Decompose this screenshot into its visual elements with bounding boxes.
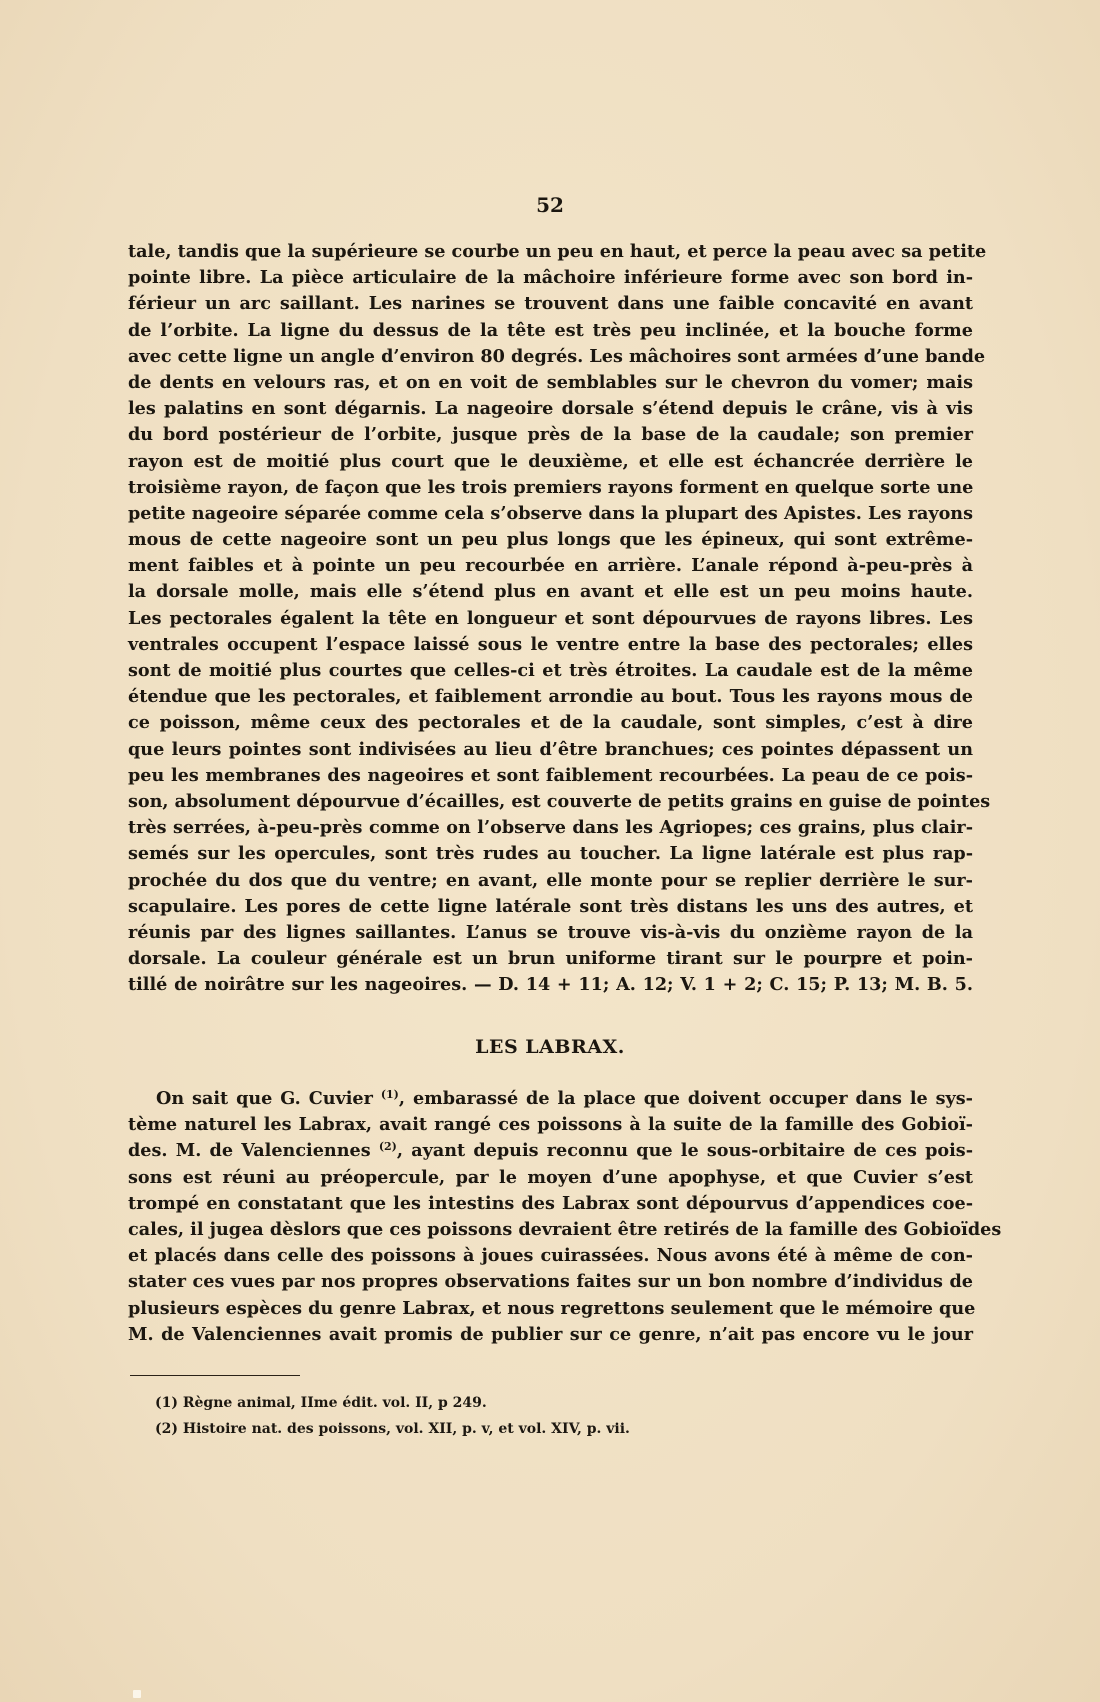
text-line: avec cette ligne un angle d’environ 80 degrés. Les mâchoires sont armées d’une bande [128, 345, 986, 367]
text-line: les palatins en sont dégarnis. La nageoire dorsale s’étend depuis le crâne, vis à vis [128, 398, 973, 420]
text-line: mous de cette nageoire sont un peu plus longs que les épineux, qui sont extrême- [128, 529, 973, 551]
text-line: de l’orbite. La ligne du dessus de la tête est très peu inclinée, et la bouche forme [128, 319, 973, 341]
section-heading: LES LABRAX. [475, 1036, 625, 1058]
text-line: plusieurs espèces du genre Labrax, et nous regrettons seulement que le mémoire que [128, 1297, 976, 1319]
text-line: son, absolument dépourvue d’écailles, est couverte de petits grains en guise de pointes [128, 790, 991, 812]
text-line: férieur un arc saillant. Les narines se trouvent dans une faible concavité en avant [128, 293, 973, 315]
text-line: troisième rayon, de façon que les trois premiers rayons forment en quelque sorte une [128, 476, 974, 498]
text-line: semés sur les opercules, sont très rudes au toucher. La ligne latérale est plus rap- [128, 843, 973, 865]
text-line: tillé de noirâtre sur les nageoires. — D. 14 + 11; A. 12; V. 1 + 2; C. 15; P. 13; M. B. 5. [128, 974, 973, 996]
text-line [128, 1086, 973, 1112]
text-line: étendue que les pectorales, et faiblement arrondie au bout. Tous les rayons mous de [128, 686, 973, 708]
footnote-2: (2) Histoire nat. des poissons, vol. XII, p. v, et vol. XIV, p. vii. [155, 1421, 630, 1437]
text-line: scapulaire. Les pores de cette ligne latérale sont très distans les uns des autres, et [128, 895, 973, 917]
footnote-ref-2[interactable]: (2) [378, 1140, 397, 1154]
footnote-ref-1[interactable]: (1) [380, 1088, 399, 1101]
text-line: de dents en velours ras, et on en voit de semblables sur le chevron du vomer; mais [128, 371, 973, 393]
text-line: tème naturel les Labrax, avait rangé ces poissons à la suite de la famille des Gobioï- [128, 1114, 973, 1136]
paragraph-labrax [128, 1086, 1002, 1348]
page-number: 52 [536, 193, 564, 217]
text-line: prochée du dos que du ventre; en avant, elle monte pour se replier derrière le sur- [128, 869, 973, 891]
text-line: ventrales occupent l’espace laissé sous le ventre entre la base des pectorales; elles [128, 633, 973, 655]
text-segment: , embarassé de la place que doivent occuper dans le sys- [398, 1088, 973, 1109]
text-segment: On sait que G. Cuvier [156, 1088, 381, 1109]
text-line: dorsale. La couleur générale est un brun uniforme tirant sur le pourpre et poin- [128, 948, 973, 970]
text-line: sons est réuni au préopercule, par le moyen d’une apophyse, et que Cuvier s’est [128, 1166, 973, 1188]
text-line: pointe libre. La pièce articulaire de la mâchoire inférieure forme avec son bord in- [128, 267, 973, 289]
text-line: du bord postérieur de l’orbite, jusque près de la base de la caudale; son premier [128, 424, 973, 446]
text-line: la dorsale molle, mais elle s’étend plus en avant et elle est un peu moins haute. [128, 581, 973, 603]
text-line: ce poisson, même ceux des pectorales et de la caudale, sont simples, c’est à dire [128, 712, 973, 734]
text-line: stater ces vues par nos propres observations faites sur un bon nombre d’individus de [128, 1271, 973, 1293]
text-line: rayon est de moitié plus court que le deuxième, et elle est échancrée derrière le [128, 450, 973, 472]
text-line: peu les membranes des nageoires et sont faiblement recourbées. La peau de ce pois- [128, 764, 973, 786]
text-line: cales, il jugea dèslors que ces poissons devraient être retirés de la famille des Gobioïdes [128, 1218, 1002, 1240]
text-line: petite nageoire séparée comme cela s’observe dans la plupart des Apistes. Les rayons [128, 502, 973, 524]
scan-artifact [133, 1690, 141, 1698]
text-line: ment faibles et à pointe un peu recourbée en arrière. L’anale répond à-peu-près à [128, 555, 973, 577]
text-segment: , ayant depuis reconnu que le sous-orbitaire de ces pois- [396, 1140, 973, 1162]
paragraph-fish-description [128, 239, 991, 998]
text-line: tale, tandis que la supérieure se courbe un peu en haut, et perce la peau avec sa petite [128, 241, 987, 262]
text-line: réunis par des lignes saillantes. L’anus se trouve vis-à-vis du onzième rayon de la [128, 921, 973, 943]
text-line: trompé en constatant que les intestins des Labrax sont dépourvus d’appendices coe- [128, 1192, 973, 1214]
text-line: M. de Valenciennes avait promis de publier sur ce genre, n’ait pas encore vu le jour [128, 1323, 973, 1345]
footnote-divider [130, 1375, 300, 1376]
text-line: très serrées, à-peu-près comme on l’observe dans les Agriopes; ces grains, plus clair- [128, 817, 973, 839]
text-line [128, 1138, 973, 1164]
footnotes [155, 1390, 630, 1442]
text-segment: des. M. de Valenciennes [128, 1140, 379, 1162]
text-line: et placés dans celle des poissons à joues cuirassées. Nous avons été à même de con- [128, 1245, 973, 1267]
footnote-1: (1) Règne animal, IIme édit. vol. II, p 249. [155, 1395, 487, 1411]
text-line: sont de moitié plus courtes que celles-ci et très étroites. La caudale est de la même [128, 660, 973, 681]
text-line: que leurs pointes sont indivisées au lieu d’être branchues; ces pointes dépassent un [128, 738, 973, 760]
text-line: Les pectorales égalent la tête en longueur et sont dépourvues de rayons libres. Les [128, 607, 973, 629]
